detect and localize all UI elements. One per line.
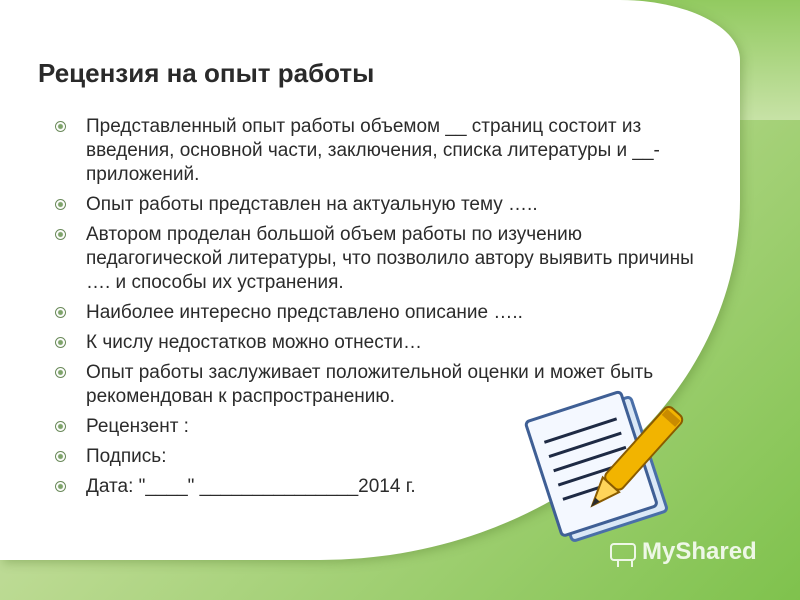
circle-bullet-icon: [55, 337, 66, 348]
bullet-item: [52, 301, 722, 325]
watermark: [610, 538, 757, 566]
bullet-text: Дата: "____" _______________2014 г.: [86, 476, 416, 497]
bullet-text: Рецензент :: [86, 416, 189, 437]
circle-bullet-icon: [55, 121, 66, 132]
circle-bullet-icon: [55, 481, 66, 492]
bullet-text: Представленный опыт работы объемом __ страниц состоит из введения, основной части, заключения, списка литературы и __- приложений.: [86, 116, 660, 185]
watermark-text: MyShared: [642, 538, 757, 565]
paper-and-pen-icon: [520, 378, 700, 548]
bullet-item: [52, 331, 722, 355]
bullet-text: Автором проделан большой объем работы по изучению педагогической литературы, что позволило автору выявить причины …. и способы их устранения.: [86, 224, 694, 293]
bullet-text: Опыт работы заслуживает положительной оценки и может быть рекомендован к распространению.: [86, 362, 654, 407]
bullet-item: [52, 223, 722, 295]
circle-bullet-icon: [55, 451, 66, 462]
circle-bullet-icon: [55, 367, 66, 378]
circle-bullet-icon: [55, 421, 66, 432]
bullet-text: Подпись:: [86, 446, 167, 467]
bullet-text: Опыт работы представлен на актуальную тему …..: [86, 194, 538, 215]
bullet-text: К числу недостатков можно отнести…: [86, 332, 423, 353]
bullet-text: Наиболее интересно представлено описание …..: [86, 302, 523, 323]
circle-bullet-icon: [55, 307, 66, 318]
bullet-item: [52, 115, 722, 187]
presentation-screen-icon: [610, 543, 636, 561]
circle-bullet-icon: [55, 199, 66, 210]
slide-title: Рецензия на опыт работы: [38, 58, 375, 88]
bullet-item: [52, 193, 722, 217]
circle-bullet-icon: [55, 229, 66, 240]
